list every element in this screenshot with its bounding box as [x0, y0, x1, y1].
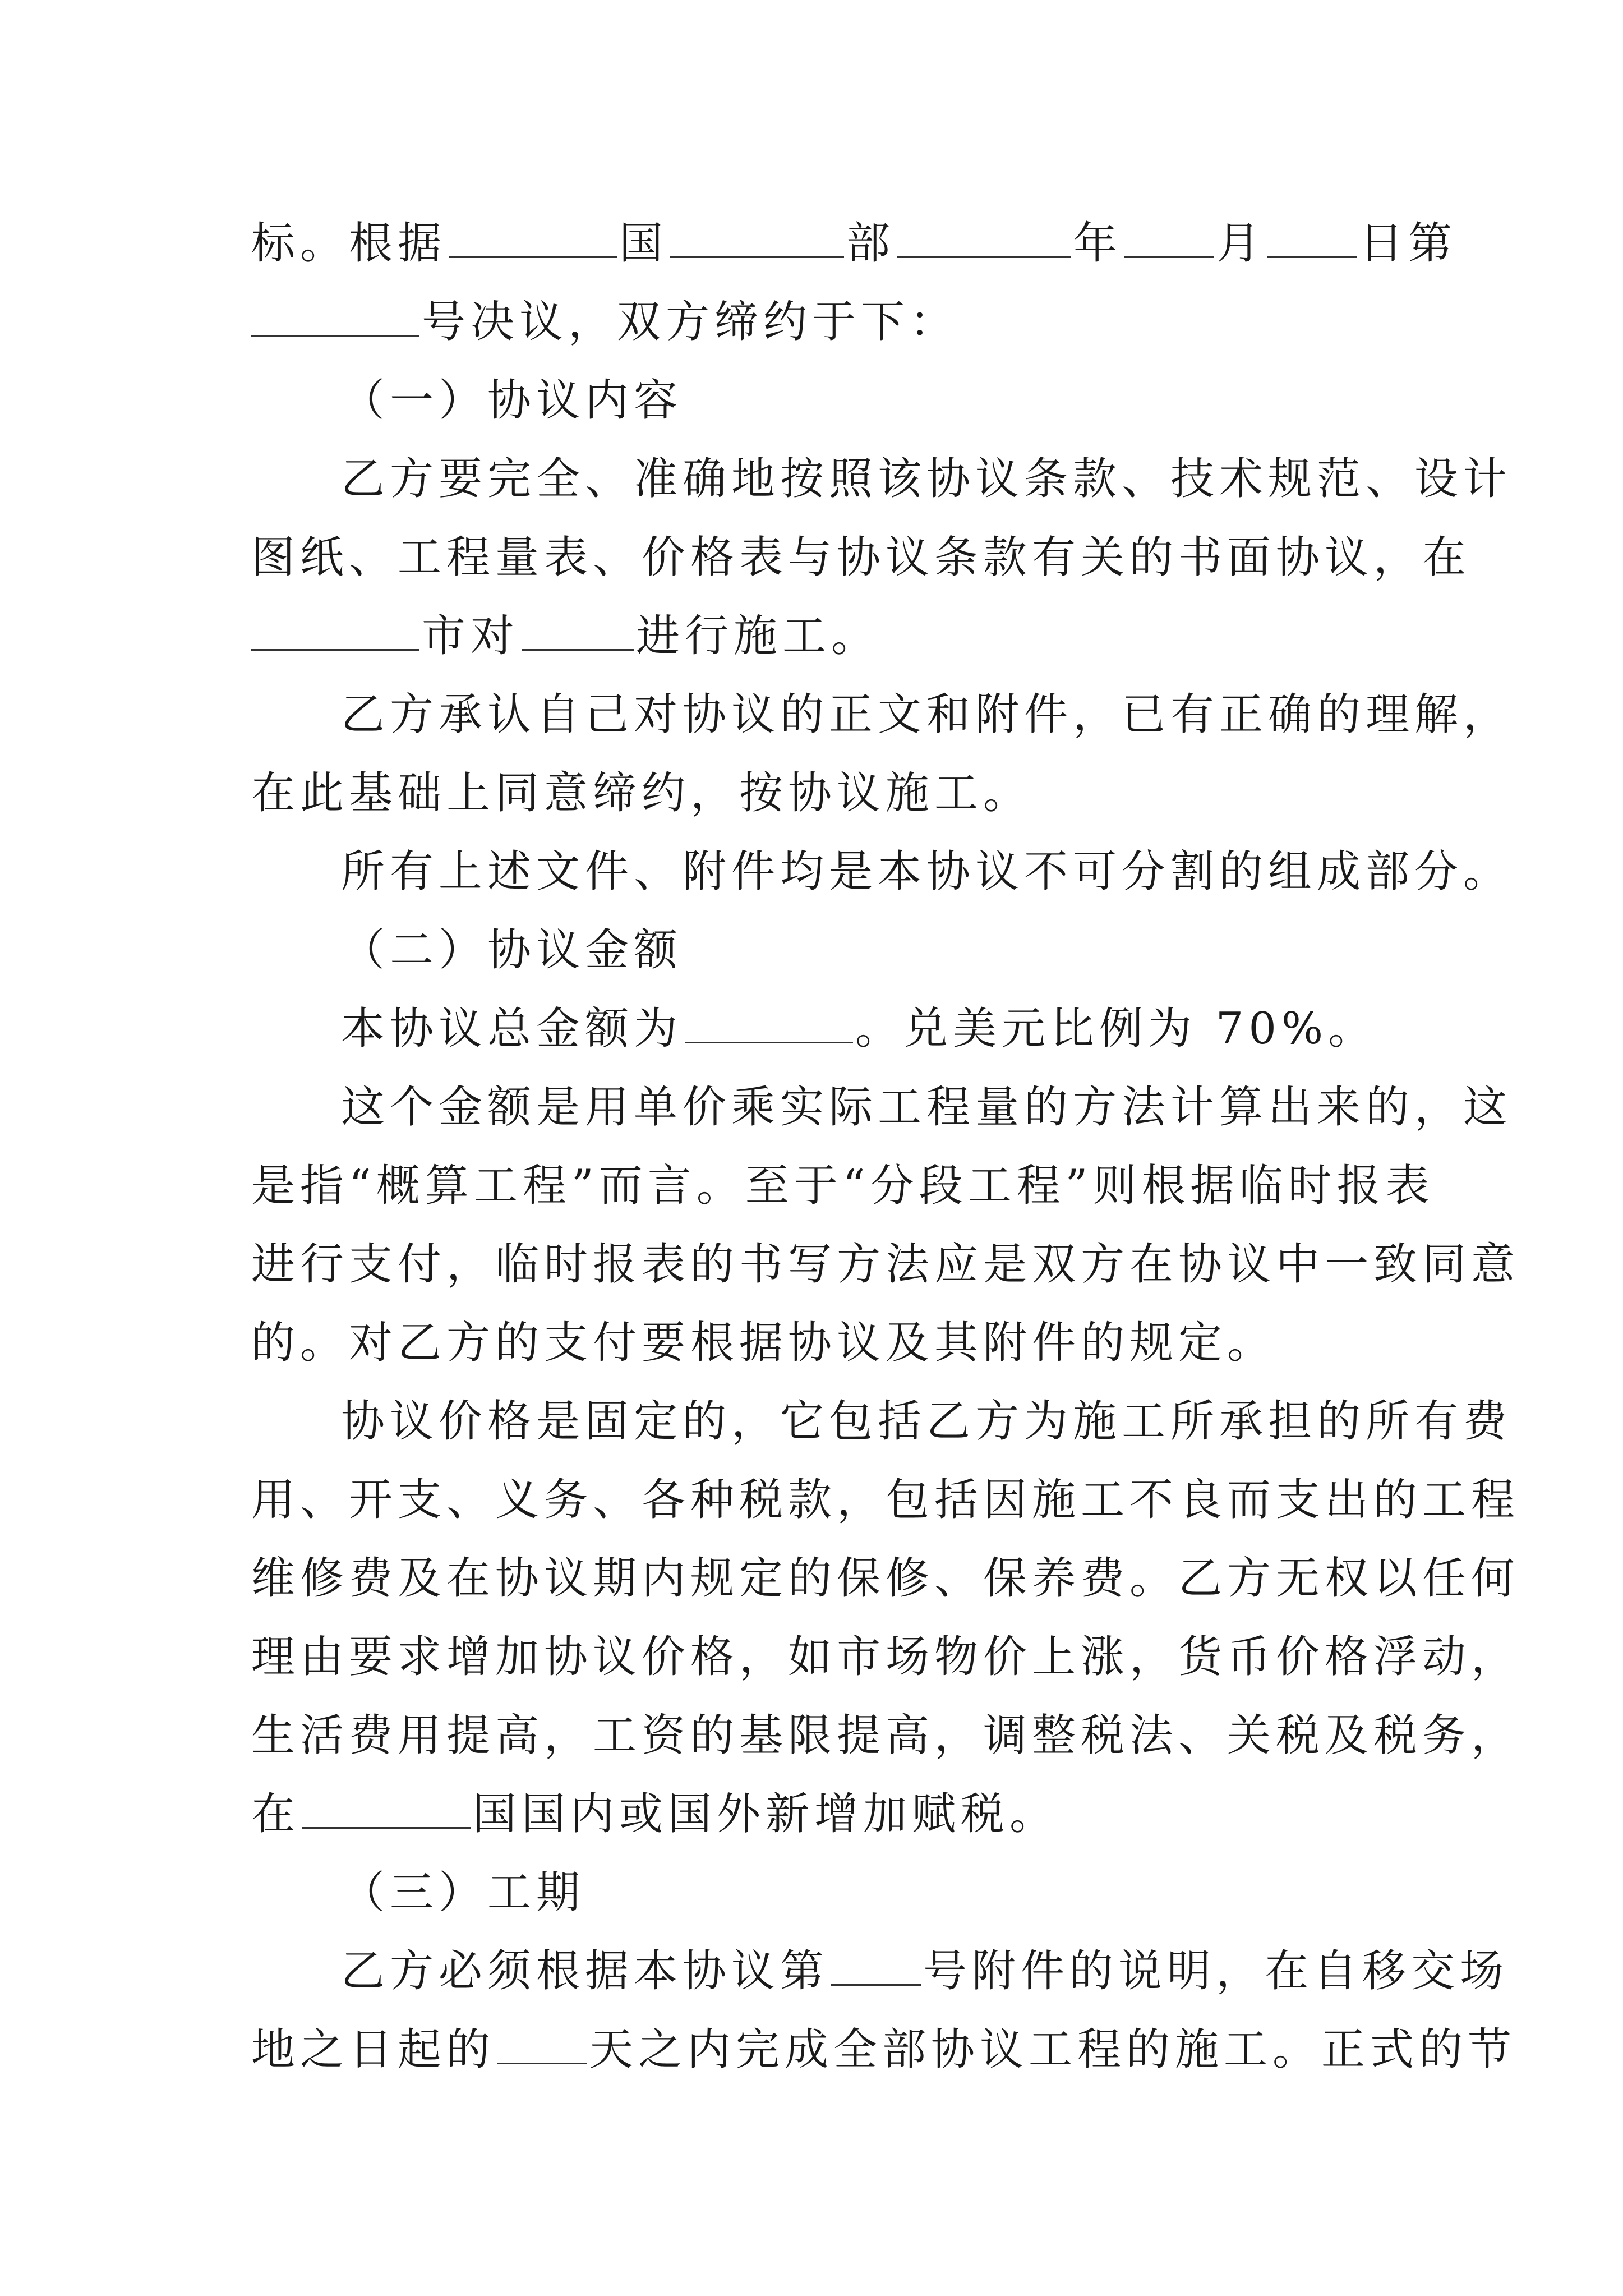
- text-segment: 天之内完成全部协议工程的施工。正式的节: [589, 2024, 1517, 2075]
- text-segment: 。兑美元比例为 70%。: [855, 1004, 1377, 1054]
- text-segment: 国国内或国外新增加赋税。: [473, 1789, 1059, 1839]
- text-line: [251, 597, 1407, 675]
- text-line: 维修费及在协议期内规定的保修、保养费。乙方无权以任何: [251, 1553, 1520, 1604]
- text-line: 图纸、工程量表、价格表与协议条款有关的书面协议，在: [251, 532, 1472, 583]
- fill-in-blank: [497, 2023, 587, 2064]
- text-line: 这个金额是用单价乘实际工程量的方法计算出来的，这: [341, 1082, 1513, 1133]
- fill-in-blank: [897, 217, 1071, 258]
- text-segment: 标。根据: [251, 218, 447, 269]
- text-segment: 进行施工。: [636, 611, 880, 661]
- text-line: 在此基础上同意缔约，按协议施工。: [251, 768, 1032, 818]
- text-line: [251, 1775, 1407, 1853]
- text-segment: 在: [251, 1789, 301, 1839]
- fill-in-blank: [1124, 217, 1214, 258]
- text-line: [251, 283, 1407, 361]
- text-line: [341, 1932, 1509, 2010]
- text-segment: 年: [1073, 218, 1123, 269]
- text-segment: 日第: [1359, 218, 1458, 269]
- text-line: 生活费用提高，工资的基限提高，调整税法、关税及税务，: [251, 1710, 1520, 1761]
- text-line: [251, 2010, 1517, 2089]
- text-segment: 市对: [422, 611, 520, 661]
- text-line: 用、开支、义务、各种税款，包括因施工不良而支出的工程: [251, 1475, 1520, 1525]
- text-segment: 月: [1216, 218, 1266, 269]
- text-line: 是指“概算工程”而言。至于“分段工程”则根据临时报表: [251, 1161, 1435, 1211]
- text-segment: 地之日起的: [251, 2024, 496, 2075]
- fill-in-blank: [522, 610, 634, 651]
- text-segment: 本协议总金额为: [341, 1004, 683, 1054]
- text-line: [251, 204, 1458, 283]
- text-line: 所有上述文件、附件均是本协议不可分割的组成部分。: [341, 846, 1513, 897]
- text-segment: 号附件的说明，在自移交场: [923, 1946, 1509, 1996]
- text-line: 进行支付，临时报表的书写方法应是双方在协议中一致同意: [251, 1239, 1520, 1290]
- fill-in-blank: [251, 296, 419, 337]
- fill-in-blank: [302, 1788, 471, 1829]
- text-line: [341, 990, 1496, 1068]
- text-segment: 乙方必须根据本协议第: [341, 1946, 829, 1996]
- section-heading-1: （一）协议内容: [341, 375, 683, 426]
- section-heading-2: （二）协议金额: [341, 925, 683, 976]
- fill-in-blank: [1267, 217, 1357, 258]
- fill-in-blank: [449, 217, 617, 258]
- text-segment: 号决议，双方缔约于下：: [422, 297, 959, 347]
- fill-in-blank: [251, 610, 419, 651]
- fill-in-blank: [685, 1002, 853, 1043]
- section-heading-3: （三）工期: [341, 1867, 585, 1918]
- text-line: 乙方要完全、准确地按照该协议条款、技术规范、设计: [341, 454, 1513, 504]
- text-line: 的。对乙方的支付要根据协议及其附件的规定。: [251, 1318, 1276, 1368]
- text-segment: 国: [619, 218, 668, 269]
- text-line: 协议价格是固定的，它包括乙方为施工所承担的所有费: [341, 1396, 1513, 1447]
- text-line: 理由要求增加协议价格，如市场物价上涨，货币价格浮动，: [251, 1632, 1520, 1682]
- fill-in-blank: [670, 217, 844, 258]
- text-line: 乙方承认自己对协议的正文和附件，已有正确的理解，: [341, 689, 1513, 740]
- text-segment: 部: [846, 218, 896, 269]
- fill-in-blank: [831, 1945, 921, 1986]
